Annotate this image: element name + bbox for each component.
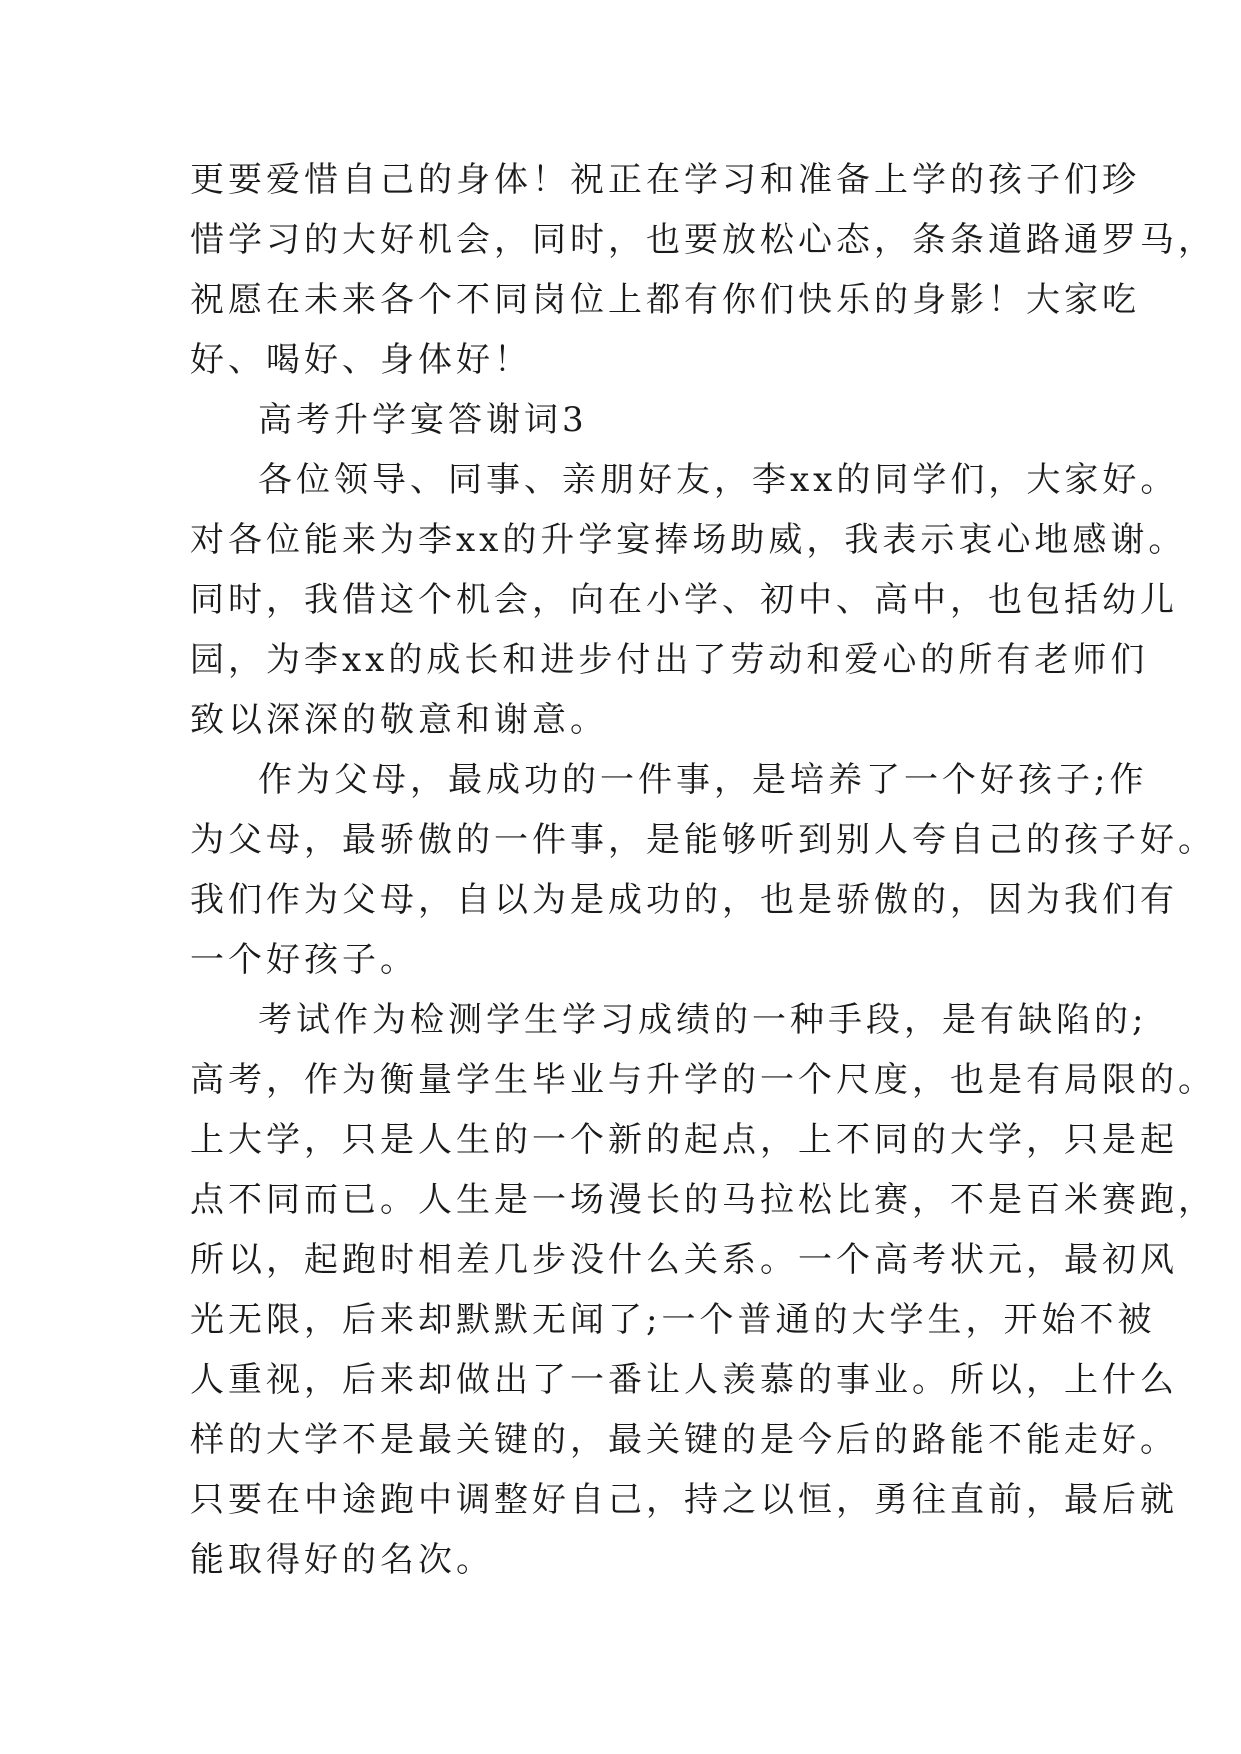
text-line: 人重视，后来却做出了一番让人羡慕的事业。所以，上什么 [190,1360,1178,1400]
text-line: 祝愿在未来各个不同岗位上都有你们快乐的身影！大家吃 [190,280,1140,320]
text-line: 同时，我借这个机会，向在小学、初中、高中，也包括幼儿 [190,580,1178,620]
text-line: 考试作为检测学生学习成绩的一种手段，是有缺陷的; [258,1000,1148,1040]
text-line: 光无限，后来却默默无闻了;一个普通的大学生，开始不被 [190,1300,1156,1340]
section-heading: 高考升学宴答谢词3 [258,400,588,440]
text-line: 作为父母，最成功的一件事，是培养了一个好孩子;作 [258,760,1148,800]
text-line: 我们作为父母，自以为是成功的，也是骄傲的，因为我们有 [190,880,1178,920]
text-line: 点不同而已。人生是一场漫长的马拉松比赛，不是百米赛跑， [190,1180,1216,1220]
document-body [190,150,1216,1590]
text-line: 为父母，最骄傲的一件事，是能够听到别人夸自己的孩子好。 [190,820,1216,860]
text-line: 对各位能来为李xx的升学宴捧场助威，我表示衷心地感谢。 [190,520,1187,560]
text-line: 一个好孩子。 [190,940,418,980]
text-line: 好、喝好、身体好！ [190,340,532,380]
text-line: 致以深深的敬意和谢意。 [190,700,608,740]
text-line: 园，为李xx的成长和进步付出了劳动和爱心的所有老师们 [190,640,1149,680]
text-line: 上大学，只是人生的一个新的起点，上不同的大学，只是起 [190,1120,1178,1160]
text-line: 样的大学不是最关键的，最关键的是今后的路能不能走好。 [190,1420,1178,1460]
text-line: 各位领导、同事、亲朋好友，李xx的同学们，大家好。 [258,460,1179,500]
text-line: 只要在中途跑中调整好自己，持之以恒，勇往直前，最后就 [190,1480,1178,1520]
text-line: 更要爱惜自己的身体！祝正在学习和准备上学的孩子们珍 [190,160,1140,200]
text-line: 高考，作为衡量学生毕业与升学的一个尺度，也是有局限的。 [190,1060,1216,1100]
text-line: 能取得好的名次。 [190,1540,494,1580]
text-line: 惜学习的大好机会，同时，也要放松心态，条条道路通罗马， [190,220,1216,260]
text-line: 所以，起跑时相差几步没什么关系。一个高考状元，最初风 [190,1240,1178,1280]
